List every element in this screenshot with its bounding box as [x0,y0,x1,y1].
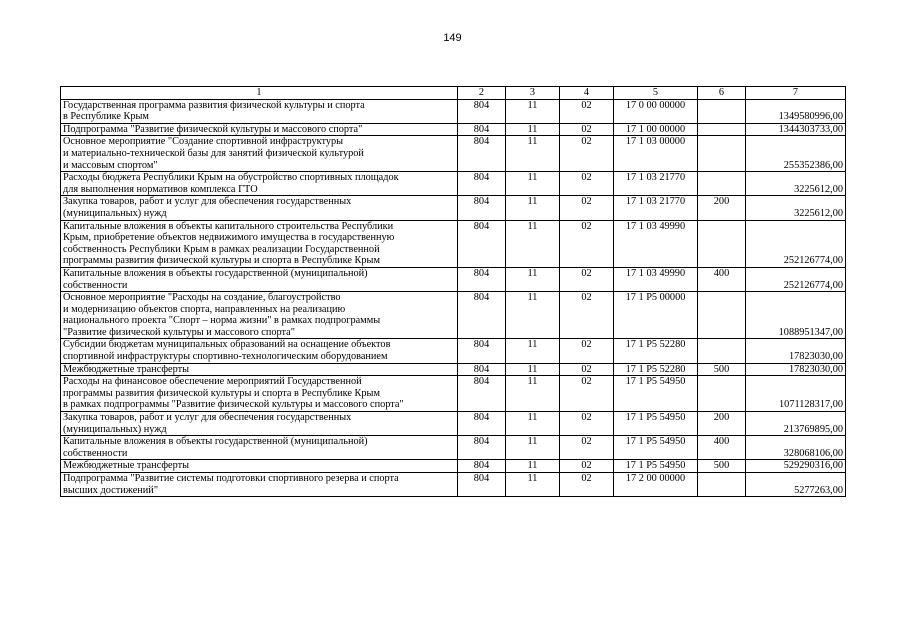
item-name-line: Капитальные вложения в объекты государственной (муниципальной) [63,436,368,448]
header-cell: 2 [458,87,506,100]
section-code-cell: 11 [506,436,560,460]
item-name-line: Основное мероприятие "Создание спортивной инфраструктуры [63,136,344,148]
item-name-cell [61,123,458,136]
target-article-cell: 17 1 03 49990 [614,220,698,267]
item-name-line: собственность Республики Крым в рамках реализации Государственной [63,243,380,255]
subsection-code-cell: 02 [560,363,614,376]
amount-cell: 529290316,00 [746,460,846,473]
ministry-code-cell: 804 [458,339,506,363]
item-name-line: Субсидии бюджетам муниципальных образований на оснащение объектов [63,339,391,351]
ministry-code-cell: 804 [458,196,506,220]
expense-type-cell [698,123,746,136]
ministry-code-cell: 804 [458,267,506,291]
table-row [61,136,846,172]
item-name-cell [61,220,458,267]
expense-type-cell [698,99,746,123]
target-article-cell: 17 1 P5 54950 [614,436,698,460]
target-article-cell: 17 1 P5 54950 [614,412,698,436]
budget-table [60,86,846,497]
target-article-cell: 17 1 P5 52280 [614,339,698,363]
item-name-cell [61,460,458,473]
section-code-cell: 11 [506,172,560,196]
amount-cell: 1088951347,00 [746,292,846,339]
item-name-line: собственности [63,279,128,291]
expense-type-cell: 400 [698,267,746,291]
header-cell: 3 [506,87,560,100]
ministry-code-cell: 804 [458,220,506,267]
header-cell: 5 [614,87,698,100]
item-name-line: "Развитие физической культуры и массового спорта" [63,326,295,338]
subsection-code-cell: 02 [560,220,614,267]
item-name-line: Подпрограмма "Развитие системы подготовки спортивного резерва и спорта [63,473,399,484]
target-article-cell: 17 1 03 00000 [614,136,698,172]
item-name-line: Межбюджетные трансферты [63,363,190,375]
section-code-cell: 11 [506,123,560,136]
item-name-line: спортивной инфраструктуры спортивно-технологическим оборудованием [63,351,388,363]
expense-type-cell [698,136,746,172]
ministry-code-cell: 804 [458,473,506,497]
target-article-cell: 17 1 P5 00000 [614,292,698,339]
amount-cell: 1344303733,00 [746,123,846,136]
item-name-line: Капитальные вложения в объекты капитального строительства Республики [63,220,394,232]
table-row [61,220,846,267]
table-row [61,412,846,436]
item-name-line: программы развития физической культуры и спорта в Республике Крым [63,255,380,267]
amount-cell: 252126774,00 [746,267,846,291]
amount-cell: 1071128317,00 [746,376,846,412]
subsection-code-cell: 02 [560,267,614,291]
table-row [61,436,846,460]
expense-type-cell: 200 [698,412,746,436]
item-name-line: (муниципальных) нужд [63,423,167,435]
section-code-cell: 11 [506,292,560,339]
expense-type-cell: 400 [698,436,746,460]
header-cell: 1 [61,87,458,100]
item-name-line: высших достижений" [63,484,159,496]
ministry-code-cell: 804 [458,412,506,436]
item-name-cell [61,196,458,220]
header-cell: 4 [560,87,614,100]
ministry-code-cell: 804 [458,99,506,123]
target-article-cell: 17 1 P5 54950 [614,376,698,412]
table-row [61,376,846,412]
target-article-cell: 17 1 03 21770 [614,172,698,196]
amount-cell: 5277263,00 [746,473,846,497]
item-name-line: Крым, приобретение объектов недвижимого имущества в государственную [63,232,395,244]
item-name-cell [61,339,458,363]
section-code-cell: 11 [506,196,560,220]
header-cell: 7 [746,87,846,100]
item-name-cell [61,172,458,196]
item-name-line: для выполнения нормативов комплекса ГТО [63,183,258,195]
item-name-cell [61,436,458,460]
table-row [61,267,846,291]
table-row [61,123,846,136]
subsection-code-cell: 02 [560,412,614,436]
item-name-line: и материально-технической базы для занятий физической культурой [63,147,364,159]
item-name-cell [61,363,458,376]
amount-cell: 17823030,00 [746,339,846,363]
expense-type-cell: 500 [698,363,746,376]
ministry-code-cell: 804 [458,172,506,196]
table-row [61,99,846,123]
item-name-line: Капитальные вложения в объекты государственной (муниципальной) [63,267,368,279]
item-name-line: собственности [63,447,128,459]
item-name-line: (муниципальных) нужд [63,207,167,219]
item-name-line: Межбюджетные трансферты [63,460,190,472]
item-name-cell [61,292,458,339]
item-name-cell [61,267,458,291]
ministry-code-cell: 804 [458,376,506,412]
subsection-code-cell: 02 [560,136,614,172]
expense-type-cell [698,473,746,497]
item-name-line: национального проекта "Спорт – норма жизни" в рамках подпрограммы [63,315,381,327]
subsection-code-cell: 02 [560,339,614,363]
item-name-cell [61,412,458,436]
expense-type-cell: 200 [698,196,746,220]
section-code-cell: 11 [506,376,560,412]
expense-type-cell [698,292,746,339]
target-article-cell: 17 1 00 00000 [614,123,698,136]
table-header-row [61,87,846,100]
item-name-line: в рамках подпрограммы "Развитие физической культуры и массового спорта" [63,399,404,411]
ministry-code-cell: 804 [458,460,506,473]
section-code-cell: 11 [506,99,560,123]
ministry-code-cell: 804 [458,136,506,172]
section-code-cell: 11 [506,460,560,473]
subsection-code-cell: 02 [560,292,614,339]
ministry-code-cell: 804 [458,292,506,339]
subsection-code-cell: 02 [560,460,614,473]
item-name-cell [61,473,458,497]
section-code-cell: 11 [506,412,560,436]
expense-type-cell [698,172,746,196]
target-article-cell: 17 1 03 49990 [614,267,698,291]
item-name-line: Закупка товаров, работ и услуг для обеспечения государственных [63,412,352,424]
item-name-line: в Республике Крым [63,111,149,123]
expense-type-cell: 500 [698,460,746,473]
amount-cell: 3225612,00 [746,196,846,220]
subsection-code-cell: 02 [560,473,614,497]
ministry-code-cell: 804 [458,436,506,460]
item-name-line: Подпрограмма "Развитие физической культуры и массового спорта" [63,123,363,135]
table-row [61,172,846,196]
table-row [61,196,846,220]
item-name-line: Расходы бюджета Республики Крым на обустройство спортивных площадок [63,172,399,184]
expense-type-cell [698,376,746,412]
item-name-line: и массовым спортом" [63,159,158,171]
section-code-cell: 11 [506,136,560,172]
subsection-code-cell: 02 [560,196,614,220]
header-cell: 6 [698,87,746,100]
amount-cell: 255352386,00 [746,136,846,172]
subsection-code-cell: 02 [560,376,614,412]
item-name-cell [61,99,458,123]
amount-cell: 213769895,00 [746,412,846,436]
expense-type-cell [698,339,746,363]
item-name-line: Основное мероприятие "Расходы на создание, благоустройство [63,292,341,304]
expense-type-cell [698,220,746,267]
amount-cell: 3225612,00 [746,172,846,196]
item-name-line: и модернизацию объектов спорта, направленных на реализацию [63,303,346,315]
item-name-cell [61,376,458,412]
item-name-line: программы развития физической культуры и спорта в Республике Крым [63,387,380,399]
item-name-line: Государственная программа развития физической культуры и спорта [63,99,365,111]
subsection-code-cell: 02 [560,172,614,196]
table-row [61,292,846,339]
section-code-cell: 11 [506,267,560,291]
subsection-code-cell: 02 [560,436,614,460]
item-name-line: Закупка товаров, работ и услуг для обеспечения государственных [63,196,352,208]
ministry-code-cell: 804 [458,363,506,376]
table-row [61,460,846,473]
amount-cell: 328068106,00 [746,436,846,460]
section-code-cell: 11 [506,220,560,267]
amount-cell: 252126774,00 [746,220,846,267]
target-article-cell: 17 1 P5 52280 [614,363,698,376]
table-row [61,473,846,497]
section-code-cell: 11 [506,339,560,363]
target-article-cell: 17 2 00 00000 [614,473,698,497]
section-code-cell: 11 [506,473,560,497]
target-article-cell: 17 1 P5 54950 [614,460,698,473]
subsection-code-cell: 02 [560,99,614,123]
amount-cell: 1349580996,00 [746,99,846,123]
target-article-cell: 17 0 00 00000 [614,99,698,123]
target-article-cell: 17 1 03 21770 [614,196,698,220]
subsection-code-cell: 02 [560,123,614,136]
table-row [61,339,846,363]
table-row [61,363,846,376]
ministry-code-cell: 804 [458,123,506,136]
amount-cell: 17823030,00 [746,363,846,376]
page-number: 149 [443,32,462,44]
section-code-cell: 11 [506,363,560,376]
item-name-line: Расходы на финансовое обеспечение мероприятий Государственной [63,376,362,388]
item-name-cell [61,136,458,172]
